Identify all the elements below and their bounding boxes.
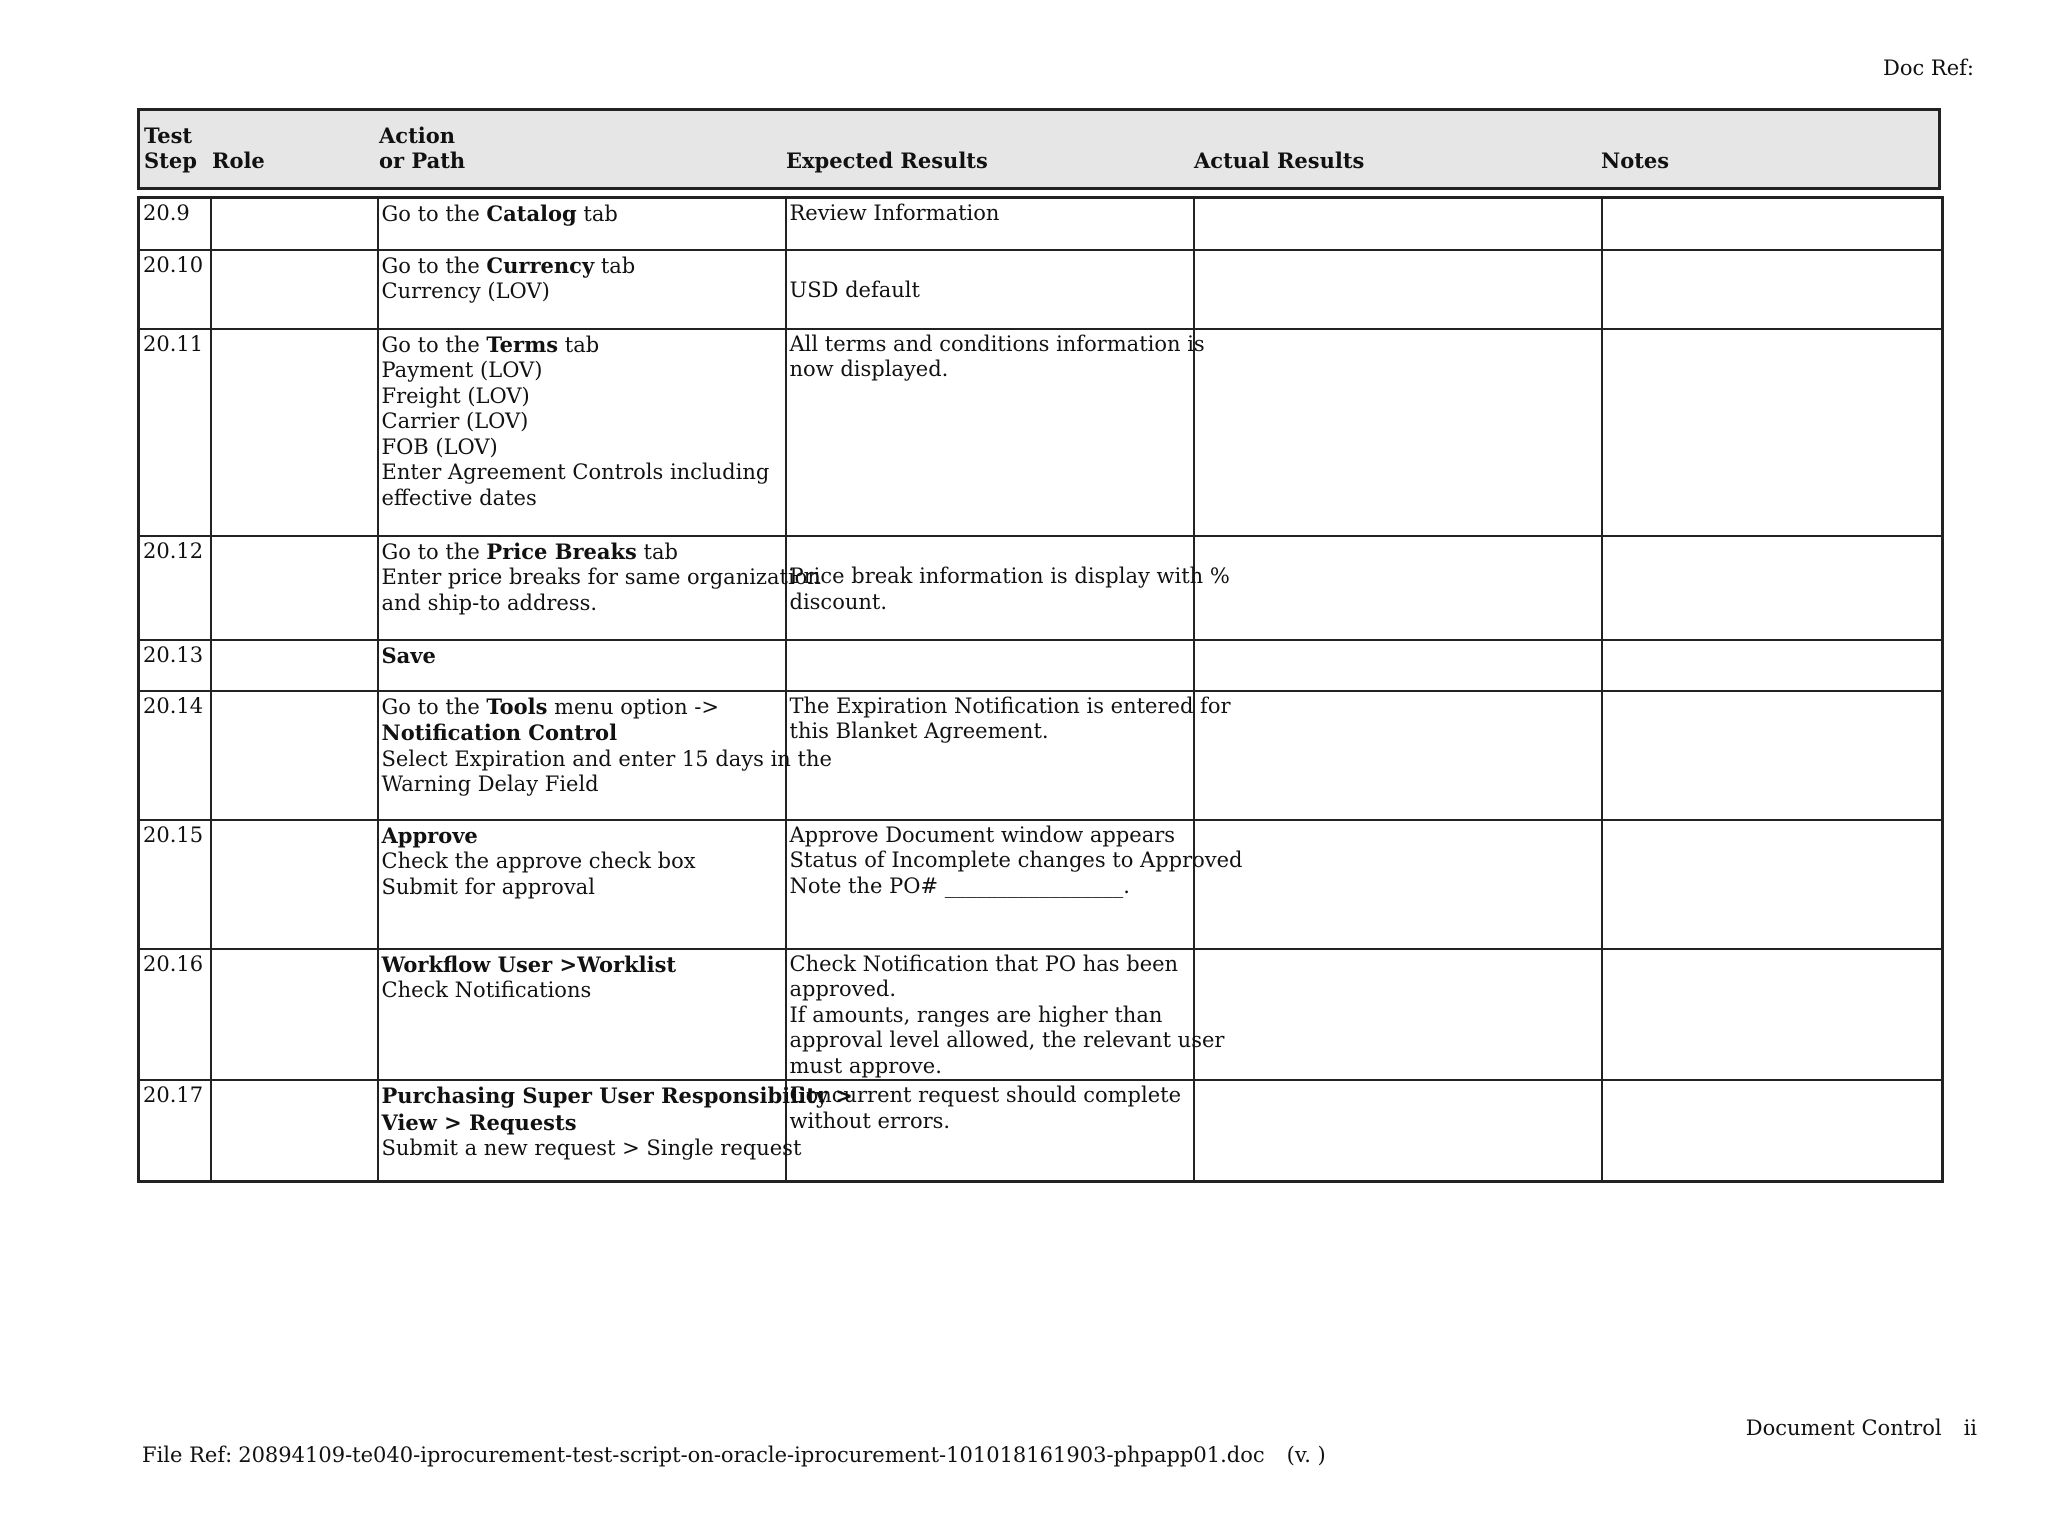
- table-row: [139, 820, 1943, 949]
- actual-cell: [1194, 536, 1602, 640]
- cell-line: [382, 460, 783, 486]
- actual-cell: [1194, 691, 1602, 820]
- cell-line: [789, 331, 1205, 358]
- cell-line: [790, 1083, 1191, 1109]
- text: USD default: [789, 278, 920, 302]
- cell-line: [790, 590, 1191, 616]
- expected-cell: [786, 536, 1230, 640]
- text: Go to the: [381, 694, 487, 719]
- role-cell: [211, 198, 378, 250]
- role-cell: [211, 1080, 378, 1181]
- bold-text: Notification Control: [381, 720, 618, 745]
- header-notes: Notes: [1601, 148, 1670, 173]
- cell-line: [382, 486, 783, 512]
- text: Check Notifications: [381, 978, 592, 1002]
- text: Go to the: [381, 202, 487, 226]
- cell-line: [790, 719, 1191, 745]
- blank-line: [790, 253, 1191, 279]
- text: tab: [576, 202, 618, 226]
- text: Go to the: [381, 253, 487, 278]
- cell-line: [382, 253, 783, 280]
- role-cell: [211, 691, 378, 820]
- cell-line: [790, 977, 1191, 1003]
- table-row: [139, 1080, 1943, 1181]
- header-test-step: Test Step: [144, 123, 197, 173]
- cell-line: [789, 848, 1243, 874]
- cell-line: [790, 952, 1191, 978]
- text: Freight (LOV): [381, 383, 530, 408]
- text: now displayed.: [789, 357, 949, 381]
- notes-cell: [1602, 536, 1943, 640]
- test-steps-table: [137, 196, 1944, 1183]
- cell-line: [382, 591, 783, 617]
- action-cell: [378, 1080, 853, 1181]
- doc-ref-label: Doc Ref:: [1882, 56, 1974, 80]
- page-footer-right: [1746, 1416, 1977, 1440]
- text: Check Notification that PO has been: [789, 951, 1179, 976]
- bold-text: Catalog: [486, 201, 577, 226]
- role-cell: [211, 329, 378, 536]
- notes-cell: [1602, 691, 1943, 820]
- text: menu option ->: [547, 694, 719, 719]
- action-cell: [378, 198, 786, 250]
- bold-text: Approve: [381, 822, 478, 848]
- cell-line: [382, 978, 783, 1004]
- actual-cell: [1194, 329, 1602, 536]
- cell-line: [382, 849, 783, 875]
- role-cell: [211, 820, 378, 949]
- actual-cell: [1194, 949, 1602, 1081]
- text: Enter price breaks for same organization: [381, 565, 821, 589]
- action-cell: [378, 640, 786, 691]
- step-cell: 20.12: [139, 536, 211, 640]
- text: Review Information: [789, 201, 1000, 225]
- text: Warning Delay Field: [381, 772, 599, 796]
- bold-text: Tools: [486, 693, 548, 719]
- text: Select Expiration and enter 15 days in the: [381, 746, 832, 771]
- actual-cell: [1194, 820, 1602, 949]
- bold-text: Price Breaks: [486, 538, 637, 564]
- footer-section-title: Document Control: [1745, 1416, 1942, 1440]
- expected-cell: [786, 949, 1225, 1081]
- cell-line: [382, 332, 783, 359]
- text: Price break information is display with %: [789, 564, 1230, 588]
- cell-line: [790, 1054, 1191, 1080]
- blank-line: [790, 539, 1191, 565]
- action-cell: [378, 820, 786, 949]
- role-cell: [211, 640, 378, 691]
- text: Concurrent request should complete: [789, 1083, 1181, 1107]
- expected-cell: [786, 820, 1243, 949]
- text: discount.: [789, 589, 888, 614]
- file-version: (v. ): [1286, 1443, 1326, 1467]
- cell-line: [789, 693, 1231, 720]
- text: effective dates: [381, 485, 537, 510]
- notes-cell: [1602, 820, 1943, 949]
- action-cell: [378, 329, 786, 536]
- expected-cell: [786, 250, 1194, 329]
- cell-line: [382, 358, 783, 384]
- text: Note the PO# _________________.: [789, 873, 1130, 898]
- text: All terms and conditions information is: [789, 331, 1205, 356]
- cell-line: [381, 565, 821, 591]
- cell-line: [382, 384, 783, 410]
- action-cell: [378, 250, 786, 329]
- text: approval level allowed, the relevant user: [789, 1028, 1225, 1052]
- cell-line: [789, 1028, 1225, 1054]
- file-ref-label: File Ref:: [142, 1443, 233, 1467]
- bold-text: View > Requests: [381, 1109, 577, 1135]
- cell-line: [382, 720, 783, 747]
- text: Carrier (LOV): [381, 409, 529, 433]
- text: Submit for approval: [381, 874, 595, 899]
- file-ref: [142, 1443, 1326, 1467]
- text: FOB (LOV): [381, 434, 498, 459]
- cell-line: [382, 201, 783, 228]
- action-cell: [378, 536, 821, 640]
- header-expected-results: Expected Results: [786, 148, 988, 173]
- text: Go to the: [381, 539, 487, 564]
- step-cell: 20.9: [139, 198, 211, 250]
- bold-text: Purchasing Super User Responsibility >: [381, 1083, 853, 1108]
- table-row: [139, 250, 1943, 329]
- expected-cell: [786, 329, 1205, 536]
- file-ref-name: 20894109-te040-iprocurement-test-script-on-oracle-iprocurement-101018161903-phpapp01.doc: [238, 1443, 1265, 1467]
- text: Payment (LOV): [381, 358, 543, 382]
- text: Status of Incomplete changes to Approved: [789, 848, 1243, 872]
- cell-line: [382, 823, 783, 850]
- expected-cell: [786, 640, 1194, 691]
- actual-cell: [1194, 640, 1602, 691]
- step-cell: 20.11: [139, 329, 211, 536]
- cell-line: [382, 952, 783, 979]
- text: Submit a new request > Single request: [381, 1136, 802, 1160]
- step-cell: 20.14: [139, 691, 211, 820]
- expected-cell: [786, 1080, 1194, 1181]
- text: Check the approve check box: [381, 849, 696, 873]
- cell-line: [790, 874, 1191, 900]
- table-row: [139, 329, 1943, 536]
- cell-line: [790, 823, 1191, 849]
- text: without errors.: [789, 1108, 951, 1133]
- actual-cell: [1194, 198, 1602, 250]
- cell-line: [382, 539, 783, 566]
- cell-line: [382, 875, 783, 901]
- text: Go to the: [381, 332, 487, 357]
- cell-line: [789, 564, 1230, 590]
- notes-cell: [1602, 1080, 1943, 1181]
- cell-line: [381, 746, 832, 773]
- bold-text: Save: [381, 642, 436, 668]
- role-cell: [211, 536, 378, 640]
- bold-text: Terms: [486, 331, 559, 357]
- actual-cell: [1194, 1080, 1602, 1181]
- cell-line: [381, 1083, 853, 1110]
- table-row: [139, 640, 1943, 691]
- page-number: ii: [1963, 1416, 1977, 1440]
- text: Currency (LOV): [381, 279, 550, 303]
- text: must approve.: [789, 1053, 942, 1078]
- header-role: Role: [212, 148, 265, 173]
- step-cell: 20.10: [139, 250, 211, 329]
- step-cell: 20.15: [139, 820, 211, 949]
- cell-line: [382, 435, 783, 461]
- cell-line: [381, 1136, 802, 1162]
- text: tab: [594, 253, 636, 278]
- text: The Expiration Notification is entered for: [789, 693, 1231, 718]
- header-action: Action or Path: [379, 123, 466, 173]
- cell-line: [790, 278, 1191, 304]
- actual-cell: [1194, 250, 1602, 329]
- text: tab: [636, 539, 678, 564]
- action-cell: [378, 949, 786, 1081]
- notes-cell: [1602, 949, 1943, 1081]
- text: approved.: [789, 977, 896, 1001]
- cell-line: [790, 357, 1191, 383]
- step-cell: 20.13: [139, 640, 211, 691]
- text: tab: [558, 332, 600, 357]
- cell-line: [382, 1110, 783, 1137]
- table-row: [139, 198, 1943, 250]
- cell-line: [382, 643, 783, 670]
- text: Enter Agreement Controls including: [381, 460, 770, 484]
- table-header: [137, 108, 1941, 190]
- text: and ship-to address.: [381, 590, 598, 615]
- notes-cell: [1602, 329, 1943, 536]
- notes-cell: [1602, 198, 1943, 250]
- table-row: [139, 691, 1943, 820]
- cell-line: [382, 694, 783, 721]
- cell-line: [790, 1109, 1191, 1135]
- expected-cell: [786, 198, 1194, 250]
- cell-line: [382, 409, 783, 435]
- step-cell: 20.16: [139, 949, 211, 1081]
- text: Approve Document window appears: [789, 822, 1176, 847]
- cell-line: [382, 772, 783, 798]
- cell-line: [790, 1003, 1191, 1029]
- cell-line: [790, 201, 1191, 227]
- step-cell: 20.17: [139, 1080, 211, 1181]
- role-cell: [211, 949, 378, 1081]
- expected-cell: [786, 691, 1231, 820]
- table-row: [139, 949, 1943, 1081]
- cell-line: [382, 279, 783, 305]
- test-steps-body: [139, 198, 1943, 1182]
- notes-cell: [1602, 250, 1943, 329]
- text: If amounts, ranges are higher than: [789, 1002, 1163, 1027]
- table-row: [139, 536, 1943, 640]
- role-cell: [211, 250, 378, 329]
- text: this Blanket Agreement.: [789, 719, 1049, 743]
- action-cell: [378, 691, 832, 820]
- notes-cell: [1602, 640, 1943, 691]
- bold-text: Currency: [486, 252, 595, 278]
- header-actual-results: Actual Results: [1194, 148, 1365, 173]
- bold-text: Workflow User >Worklist: [381, 951, 677, 977]
